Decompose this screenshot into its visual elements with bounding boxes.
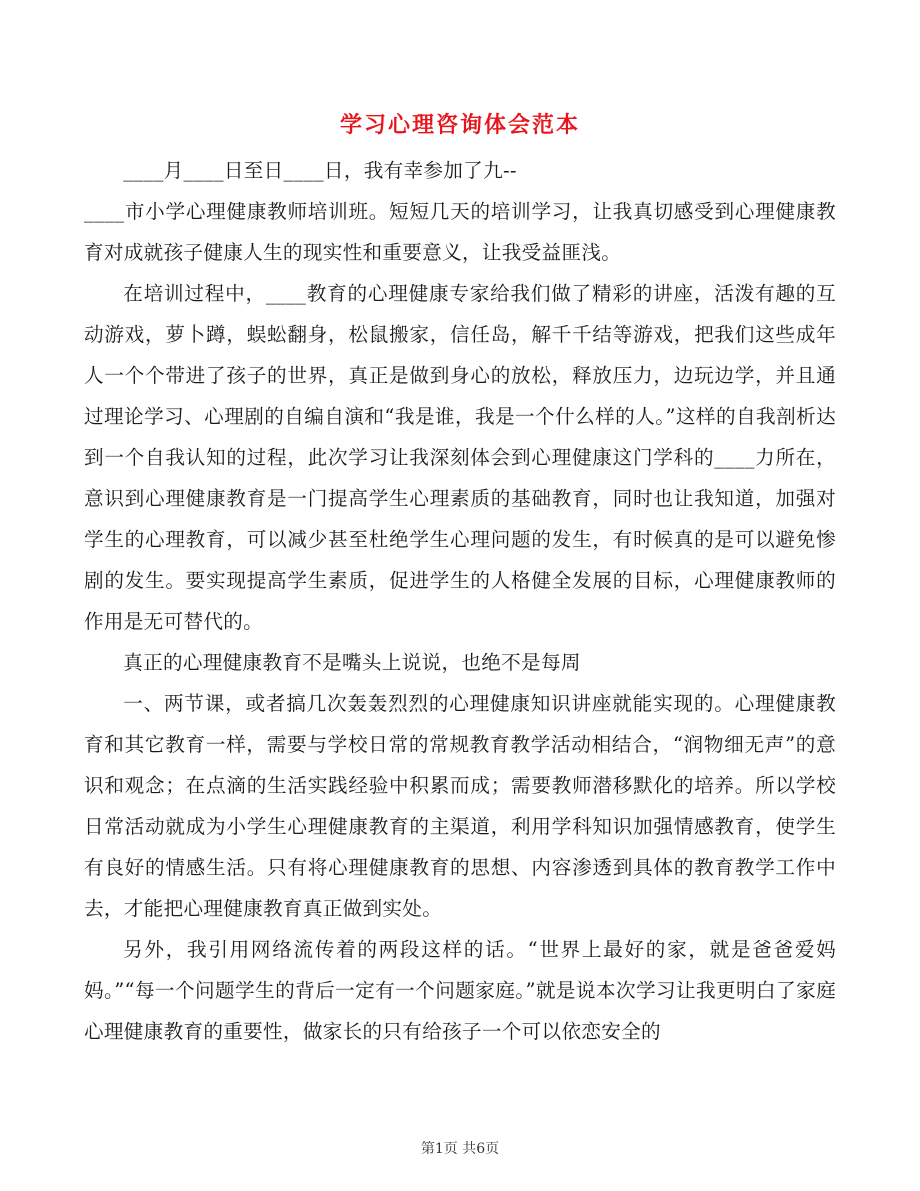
paragraph-2: ____市小学心理健康教师培训班。短短几天的培训学习，让我真切感受到心理健康教育对成就孩子健康人生的现实性和重要意义，让我受益匪浅。 bbox=[84, 200, 836, 264]
document-title: 学习心理咨询体会范本 bbox=[339, 112, 580, 138]
paragraph-3: 在培训过程中，____教育的心理健康专家给我们做了精彩的讲座，活泼有趣的互动游戏，萝卜蹲，蜈蚣翻身，松鼠搬家，信任岛，解千千结等游戏，把我们这些成年人一个个带进了孩子的世界，真正是做到身心的放松，释放压力，边玩边学，并且通过理论学习、心理剧的自编自演和“我是谁，我是一个什么样的人。”这样的自我剖析达到一个自我认知的过程，此次学习让我深刻体会到心理健康这门学科的____力所在，意识到心理健康教育是一门提高学生心理素质的基础教育，同时也让我知道，加强对学生的心理教育，可以减少甚至杜绝学生心理问题的发生，有时候真的是可以避免惨剧的发生。要实现提高学生素质，促进学生的人格健全发展的目标，心理健康教师的作用是无可替代的。 bbox=[84, 282, 836, 633]
paragraph-1: ____月____日至日____日，我有幸参加了九-- bbox=[123, 159, 517, 182]
page-number-footer: 第1页 共6页 bbox=[420, 1141, 500, 1157]
paragraph-5: 一、两节课，或者搞几次轰轰烈烈的心理健康知识讲座就能实现的。心理健康教育和其它教育一样，需要与学校日常的常规教育教学活动相结合，“润物细无声”的意识和观念；在点滴的生活实践经验中积累而成；需要教师潜移默化的培养。所以学校日常活动就成为小学生心理健康教育的主渠道，利用学科知识加强情感教育，使学生有良好的情感生活。只有将心理健康教育的思想、内容渗透到具体的教育教学工作中去，才能把心理健康教育真正做到实处。 bbox=[84, 692, 836, 920]
paragraph-6: 另外，我引用网络流传着的两段这样的话。“世界上最好的家，就是爸爸爱妈妈。”“每一个问题学生的背后一定有一个问题家庭。”就是说本次学习让我更明白了家庭心理健康教育的重要性，做家长的只有给孩子一个可以依恋安全的 bbox=[84, 938, 836, 1043]
document-body bbox=[84, 150, 836, 1052]
paragraph-4: 真正的心理健康教育不是嘴头上说说，也绝不是每周 bbox=[123, 651, 581, 674]
